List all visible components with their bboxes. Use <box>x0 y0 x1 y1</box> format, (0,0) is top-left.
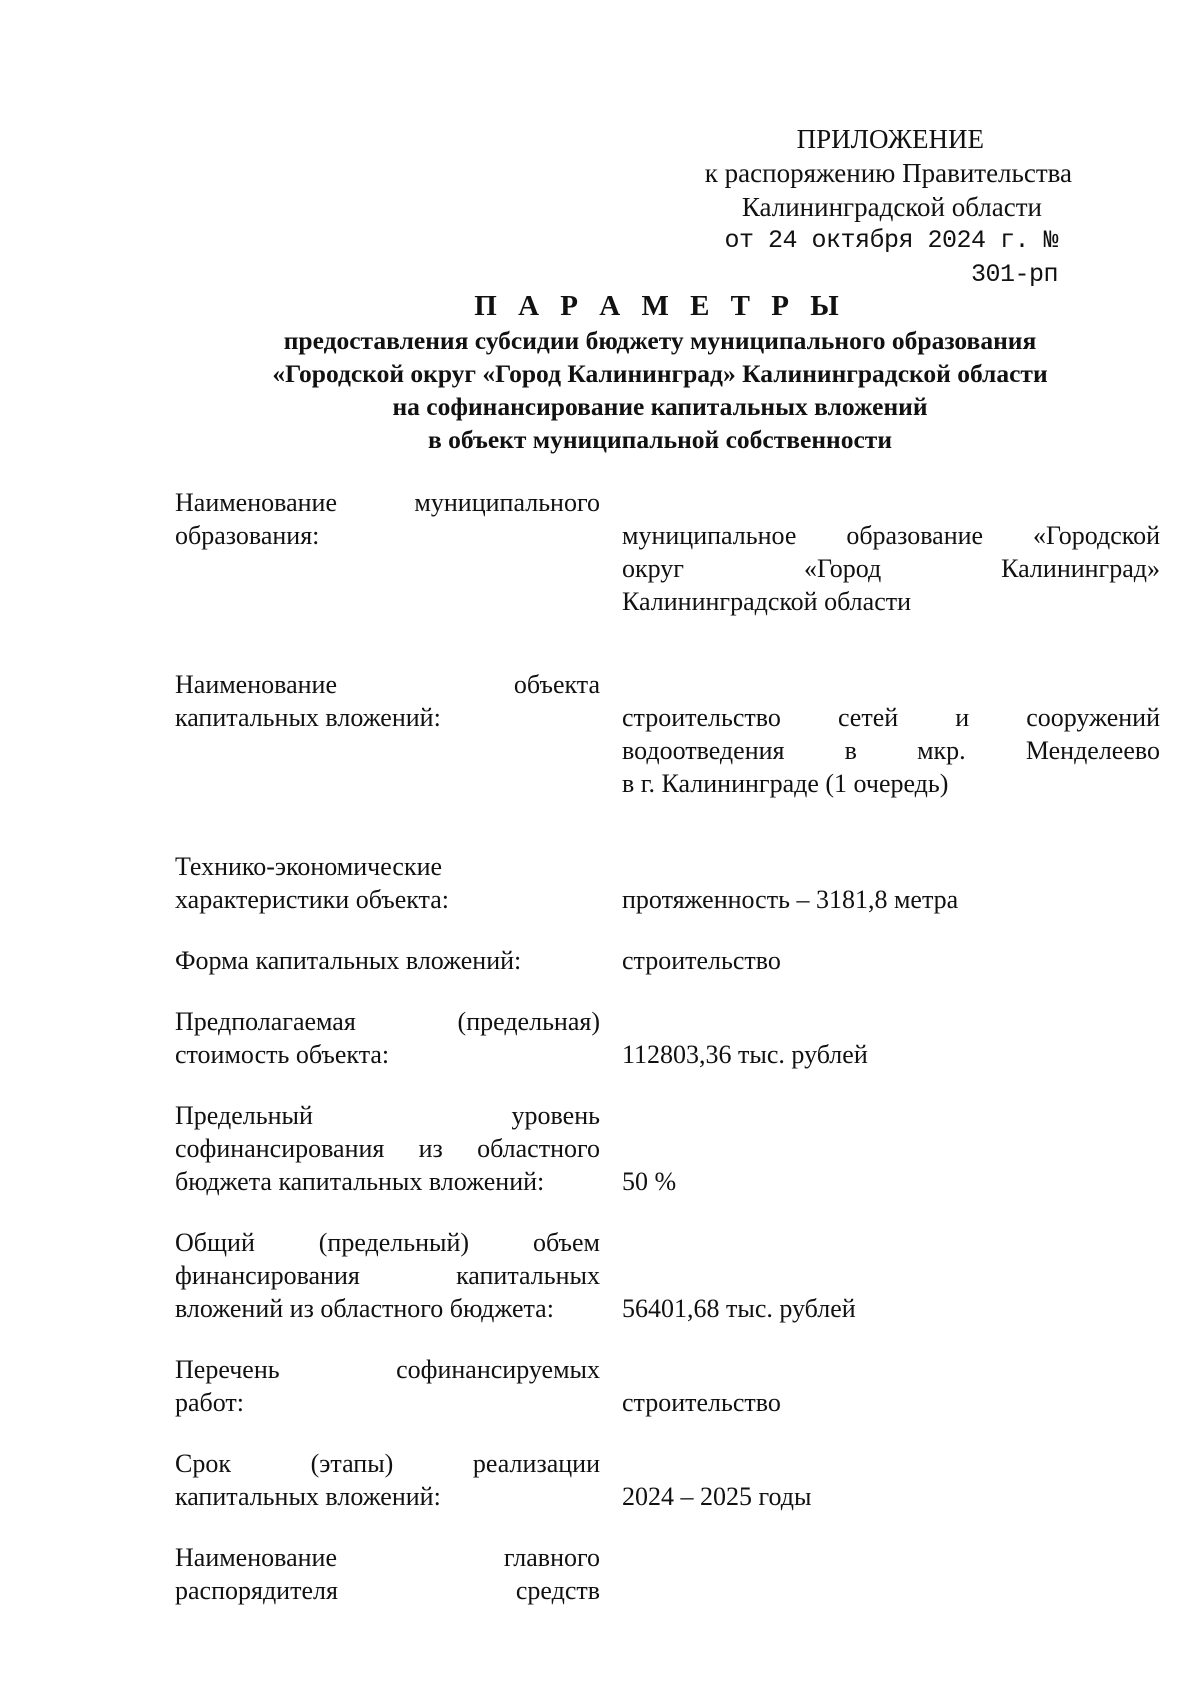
title-subline-2: «Городской округ «Город Калининград» Калининградской области <box>272 359 1048 388</box>
param-value-line: водоотведения в мкр. Менделеево <box>622 736 1160 765</box>
param-row-cofinancing-level <box>175 1099 1175 1198</box>
param-label-line: софинансирования из областного <box>175 1134 600 1163</box>
param-label <box>175 668 600 734</box>
param-value-line: 50 % <box>622 1167 677 1196</box>
param-label-line: характеристики объекта: <box>175 885 450 914</box>
title-heading: П А Р А М Е Т Р Ы <box>474 290 846 322</box>
param-value <box>622 1480 1160 1513</box>
param-value <box>622 883 1160 916</box>
title-subline-4: в объект муниципальной собственности <box>427 425 893 454</box>
param-value <box>622 486 1160 618</box>
param-label-line: стоимость объекта: <box>175 1040 390 1069</box>
param-value-line: протяженность – 3181,8 метра <box>622 885 959 914</box>
param-label <box>175 486 600 552</box>
param-row-implementation-period <box>175 1447 1175 1513</box>
param-value <box>622 1038 1160 1071</box>
param-label-line: Перечень софинансируемых <box>175 1355 600 1384</box>
param-value <box>622 1386 1160 1419</box>
param-label-line: работ: <box>175 1388 245 1417</box>
param-label <box>175 1226 600 1325</box>
param-value-line: 112803,36 тыс. рублей <box>622 1040 868 1069</box>
param-row-investment-form <box>175 944 1175 977</box>
param-label <box>175 1099 600 1198</box>
param-label-line: Наименование объекта <box>175 670 600 699</box>
param-value <box>622 1292 1160 1325</box>
param-row-object-name <box>175 668 1175 800</box>
param-value <box>622 668 1160 800</box>
param-value-line: округ «Город Калининград» <box>622 554 1160 583</box>
param-row-chief-administrator <box>175 1541 1175 1607</box>
title-subline-3: на софинансирование капитальных вложений <box>392 392 928 421</box>
param-label-line: Технико-экономические <box>175 852 443 881</box>
param-label-line: финансирования капитальных <box>175 1261 600 1290</box>
param-value-line: в г. Калининграде (1 очередь) <box>622 769 949 798</box>
param-label-line: Общий (предельный) объем <box>175 1228 600 1257</box>
param-row-municipality <box>175 486 1175 618</box>
param-value-line: муниципальное образование «Городской <box>622 521 1160 550</box>
param-value-line: строительство <box>622 946 781 975</box>
param-value-line: 2024 – 2025 годы <box>622 1482 812 1511</box>
param-label-line: Наименование муниципального <box>175 488 600 517</box>
param-value-line: Калининградской области <box>622 587 912 616</box>
param-label-line: вложений из областного бюджета: <box>175 1294 554 1323</box>
title-subline-1: предоставления субсидии бюджету муниципального образования <box>283 326 1037 355</box>
param-label <box>175 1541 600 1607</box>
param-label-line: Предполагаемая (предельная) <box>175 1007 600 1036</box>
param-value <box>622 944 1160 977</box>
param-label-line: Форма капитальных вложений: <box>175 946 522 975</box>
document-title <box>160 288 1160 456</box>
appendix-line-2: Калининградской области <box>741 192 1042 222</box>
param-label-line: Предельный уровень <box>175 1101 600 1130</box>
param-label <box>175 1447 600 1513</box>
param-label-line: капитальных вложений: <box>175 703 441 732</box>
param-row-tech-characteristics <box>175 850 1175 916</box>
param-value-line: 56401,68 тыс. рублей <box>622 1294 856 1323</box>
param-value-line: строительство сетей и сооружений <box>622 703 1160 732</box>
appendix-title: ПРИЛОЖЕНИЕ <box>796 124 984 154</box>
appendix-line-1: к распоряжению Правительства <box>704 158 1072 188</box>
param-label-line: бюджета капитальных вложений: <box>175 1167 545 1196</box>
param-label <box>175 1005 600 1071</box>
param-row-estimated-cost <box>175 1005 1175 1071</box>
param-value <box>622 1165 1160 1198</box>
parameters-table <box>175 486 1175 1607</box>
param-label-line: образования: <box>175 521 320 550</box>
param-label-line: распорядителя средств <box>175 1576 600 1605</box>
appendix-date: от 24 октября 2024 г. № 301-рп <box>724 226 1058 289</box>
param-label <box>175 850 600 916</box>
param-row-total-financing <box>175 1226 1175 1325</box>
param-label-line: капитальных вложений: <box>175 1482 441 1511</box>
param-row-works-list <box>175 1353 1175 1419</box>
param-label-line: Наименование главного <box>175 1543 600 1572</box>
param-label-line: Срок (этапы) реализации <box>175 1449 600 1478</box>
param-label <box>175 1353 600 1419</box>
appendix-header <box>652 122 1072 292</box>
param-label <box>175 944 600 977</box>
param-value-line: строительство <box>622 1388 781 1417</box>
